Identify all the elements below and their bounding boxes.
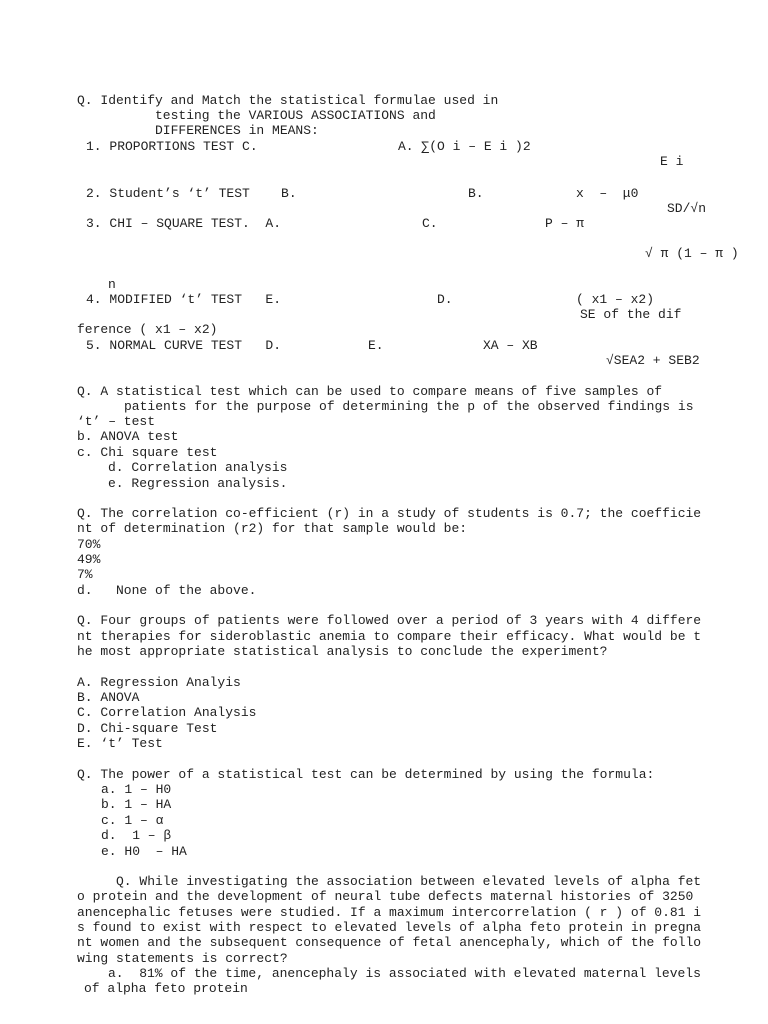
q4-text-line-2: nt therapies for sideroblastic anemia to compare their efficacy. What would be t [77,629,702,644]
q1-row5-left: 5. NORMAL CURVE TEST D. [86,338,282,353]
q1-row3-denominator: √ π (1 – π ) [645,246,739,261]
q1-row2-mid: B. [468,186,484,201]
q3-text-line-2: nt of determination (r2) for that sample would be: [77,521,468,536]
q4-option-b: B. ANOVA [77,690,140,705]
q2-option-d: d. Correlation analysis [108,460,288,475]
q2-option-b: b. ANOVA test [77,429,179,444]
q2-text-line-2: patients for the purpose of determining the p of the observed findings is [124,399,694,414]
q5-text-line-1: Q. The power of a statistical test can be determined by using the formula: [77,767,655,782]
q2-text-line-1: Q. A statistical test which can be used to compare means of five samples of [77,384,663,399]
q6-text-line-2: o protein and the development of neural tube defects maternal histories of 3250 [77,889,694,904]
q1-prompt-line-2: testing the VARIOUS ASSOCIATIONS and [155,108,436,123]
q4-option-a: A. Regression Analyis [77,675,241,690]
q1-row2-denominator: SD/√n [667,201,707,216]
q1-row2-formula: x – μ0 [576,186,639,201]
q3-option-2: 49% [77,552,101,567]
q1-prompt-line-1: Q. Identify and Match the statistical formulae used in [77,93,499,108]
q1-row1-formula: A. ∑(O i – E i )2 [398,139,531,154]
q6-text-line-4: s found to exist with respect to elevated levels of alpha feto protein in pregna [77,920,702,935]
q1-row4-denominator: SE of the dif [580,307,682,322]
q1-row3-left: 3. CHI – SQUARE TEST. A. [86,216,282,231]
q3-option-3: 7% [77,567,93,582]
q1-row5-denominator: √SEA2 + SEB2 [606,353,700,368]
q5-option-b: b. 1 – HA [101,797,172,812]
q6-text-line-6: wing statements is correct? [77,951,288,966]
q3-option-1: 70% [77,537,101,552]
q1-row4-formula: ( x1 – x2) [576,292,655,307]
q1-row2-left: 2. Student’s ‘t’ TEST B. [86,186,297,201]
q1-row5-mid: E. [368,338,384,353]
q4-option-c: C. Correlation Analysis [77,705,257,720]
q1-row1-denominator: E i [660,154,684,169]
q6-text-line-5: nt women and the subsequent consequence of fetal anencephaly, which of the follo [77,935,702,950]
q4-option-d: D. Chi-square Test [77,721,218,736]
q1-row3-n: n [108,277,116,292]
q1-row3-mid: C. [422,216,438,231]
q6-option-a-line-1: a. 81% of the time, anencephaly is associated with elevated maternal levels [108,966,701,981]
q5-option-e: e. H0 – HA [101,844,187,859]
q5-option-c: c. 1 – α [101,813,164,828]
q2-option-a: ‘t’ – test [77,414,156,429]
q6-option-a-line-2: of alpha feto protein [84,981,248,996]
q3-option-4: d. None of the above. [77,583,257,598]
q6-text-line-3: anencephalic fetuses were studied. If a maximum intercorrelation ( r ) of 0.81 i [77,905,702,920]
q1-row4-mid: D. [437,292,453,307]
q1-row3-formula: P – π [545,216,585,231]
q3-text-line-1: Q. The correlation co-efficient (r) in a study of students is 0.7; the coefficie [77,506,702,521]
q5-option-d: d. 1 – β [101,828,172,843]
q6-text-line-1: Q. While investigating the association between elevated levels of alpha fet [116,874,702,889]
q2-option-e: e. Regression analysis. [108,476,288,491]
q5-option-a: a. 1 – H0 [101,782,172,797]
q4-option-e: E. ‘t’ Test [77,736,163,751]
q2-option-c: c. Chi square test [77,445,218,460]
q1-row4-left: 4. MODIFIED ‘t’ TEST E. [86,292,282,307]
q1-row5-formula: XA – XB [483,338,538,353]
q4-text-line-3: he most appropriate statistical analysis to conclude the experiment? [77,644,608,659]
q1-prompt-line-3: DIFFERENCES in MEANS: [155,123,319,138]
q1-row1-left: 1. PROPORTIONS TEST C. [86,139,258,154]
q1-row4-wrap: ference ( x1 – x2) [77,322,218,337]
q4-text-line-1: Q. Four groups of patients were followed over a period of 3 years with 4 differe [77,613,702,628]
